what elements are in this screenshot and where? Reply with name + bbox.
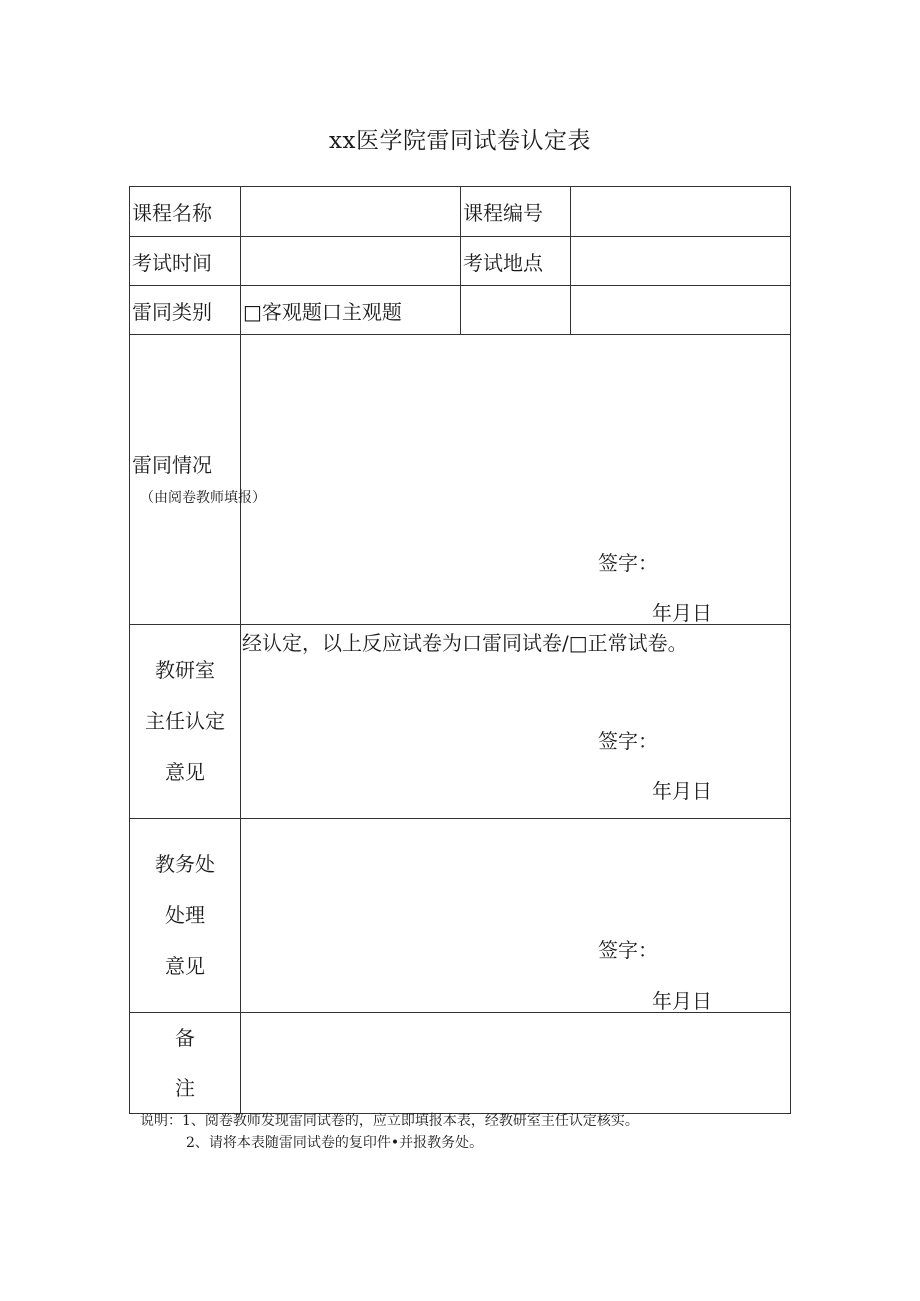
empty-cell: [461, 286, 571, 335]
table-row: [130, 819, 791, 1013]
remark-label-cell: [130, 1013, 241, 1114]
situation-note: （由阅卷教师填报）: [140, 490, 266, 506]
identification-form-table: [129, 186, 791, 1114]
dept-label-line: 主任认定: [145, 709, 225, 733]
exam-place-label: 考试地点: [461, 237, 571, 286]
situation-date: 年月日: [652, 601, 712, 625]
dept-signature: 签字：: [598, 729, 658, 753]
remark-label-line: 注: [175, 1076, 195, 1100]
table-row: [130, 286, 791, 335]
table-row: [130, 335, 791, 625]
situation-label-cell: [130, 335, 266, 625]
table-row: [130, 1013, 791, 1114]
instruction-line: 2、请将本表随雷同试卷的复印件•并报教务处。: [186, 1135, 484, 1151]
situation-label: 雷同情况: [132, 453, 212, 477]
office-opinion-field[interactable]: [241, 819, 791, 1013]
exam-time-label: 考试时间: [130, 237, 241, 286]
course-name-label: 课程名称: [130, 187, 241, 237]
dept-opinion-text: 经认定，以上反应试卷为口雷同试卷/□正常试卷。: [242, 631, 688, 655]
similarity-type-label: 雷同类别: [130, 286, 241, 335]
instruction-line: 说明：1、阅卷教师发现雷同试卷的，应立即填报本表，经教研室主任认定核实。: [140, 1113, 639, 1129]
instructions: [140, 1110, 639, 1154]
remark-field[interactable]: [241, 1013, 791, 1114]
table-row: [130, 237, 791, 286]
course-code-field[interactable]: [571, 187, 791, 237]
office-label-line: 意见: [165, 954, 205, 978]
office-label-line: 教务处: [155, 852, 215, 876]
table-row: [130, 625, 791, 819]
dept-label-line: 意见: [165, 760, 205, 784]
exam-time-field[interactable]: [241, 237, 461, 286]
office-date: 年月日: [652, 989, 712, 1013]
dept-opinion-field[interactable]: [241, 625, 791, 819]
course-code-label: 课程编号: [461, 187, 571, 237]
similarity-type-options[interactable]: □客观题口主观题: [241, 286, 461, 335]
office-opinion-label-cell: [130, 819, 241, 1013]
situation-field[interactable]: [241, 335, 791, 625]
course-name-field[interactable]: [241, 187, 461, 237]
office-signature: 签字：: [598, 938, 658, 962]
table-row: [130, 187, 791, 237]
situation-signature: 签字：: [598, 551, 658, 575]
office-label-line: 处理: [165, 903, 205, 927]
page-title: xx医学院雷同试卷认定表: [329, 128, 591, 154]
empty-cell: [571, 286, 791, 335]
dept-label-line: 教研室: [155, 658, 215, 682]
exam-place-field[interactable]: [571, 237, 791, 286]
dept-opinion-label-cell: [130, 625, 241, 819]
dept-date: 年月日: [652, 779, 712, 803]
remark-label-line: 备: [175, 1026, 195, 1050]
